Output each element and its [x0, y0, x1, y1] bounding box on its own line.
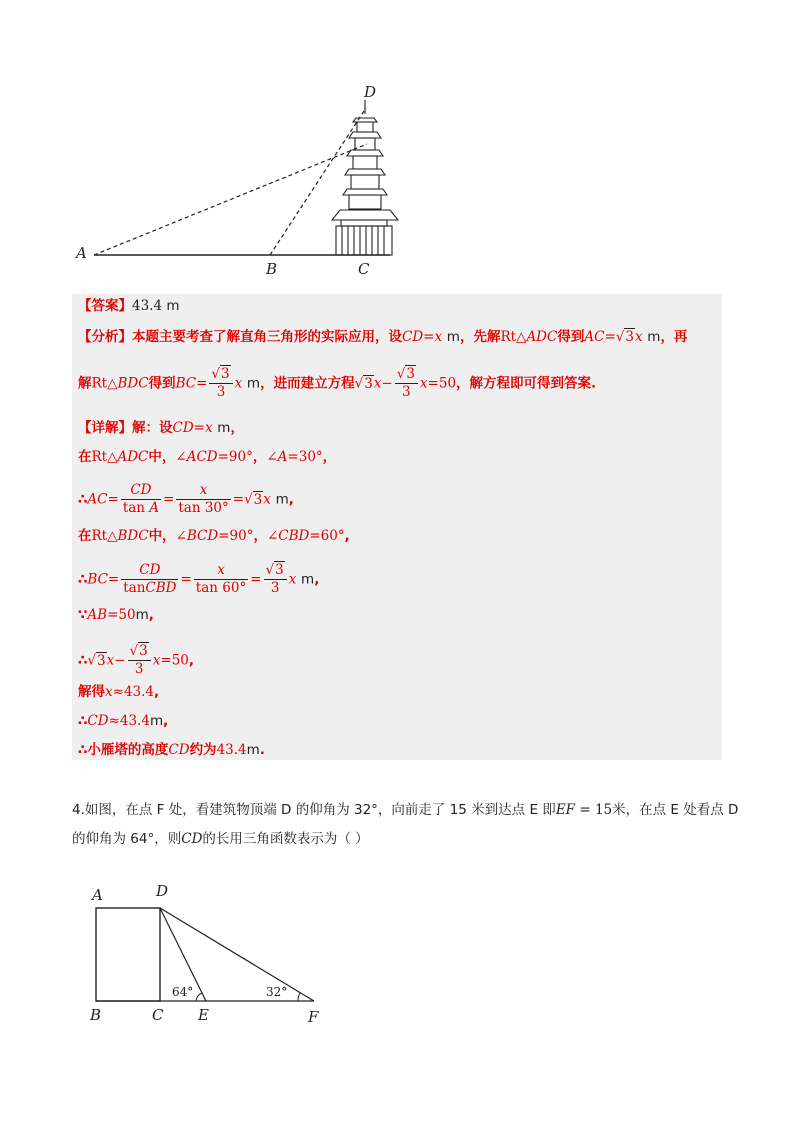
- answer-line: 【答案】43.4 m: [78, 298, 180, 314]
- angle-arc-32: [298, 993, 300, 1001]
- detail-line-3: ∴AC= $\frac{CD}{\text{tan A}}$ = $\frac{x}{\tan 30^\circ}$ =√3x m,: [78, 482, 294, 516]
- question-line-1: 4.如图，在点 F 处，看建筑物顶端 D 的仰角为 32°，向前走了 15 米到达点 E 即EF = 15米，在点 E 处看点 D: [72, 802, 739, 818]
- pagoda-figure: [70, 78, 430, 278]
- detail-line-8: 解得x≈43.4,: [78, 684, 160, 700]
- detail-line-10: ∴小雁塔的高度CD约为43.4m.: [78, 742, 265, 758]
- label-C: C: [152, 1006, 164, 1024]
- pagoda-icon: [332, 100, 398, 255]
- answer-label: 【答案】: [78, 298, 132, 314]
- angle-arc-64: [196, 993, 202, 1001]
- answer-value: 43.4: [132, 298, 163, 314]
- question-line-2: 的仰角为 64°，则CD的长用三角函数表示为（ ）: [72, 831, 369, 847]
- angle-32-label: 32°: [266, 985, 288, 999]
- detail-line-2: 在Rt△ADC中，∠ACD=90°，∠A=30°，: [78, 449, 337, 465]
- label-D: D: [364, 83, 377, 101]
- line-AD: [94, 144, 367, 255]
- line-BD: [270, 108, 366, 255]
- label-D: D: [156, 882, 169, 900]
- building-figure: [86, 880, 336, 1030]
- detail-line-1: 【详解】解：设CD=x m，: [78, 420, 244, 436]
- detail-line-6: ∵AB=50m,: [78, 607, 154, 623]
- label-B: B: [90, 1006, 102, 1024]
- building-rect: [96, 908, 160, 1001]
- angle-64-label: 64°: [172, 985, 194, 999]
- label-F: F: [308, 1008, 319, 1026]
- label-C: C: [358, 260, 370, 278]
- analysis-line-1: 【分析】本题主要考查了解直角三角形的实际应用，设CD=x m，先解Rt△ADC得到AC=√3x m，再: [78, 329, 688, 345]
- detail-line-4: 在Rt△BDC中，∠BCD=90°，∠CBD=60°,: [78, 528, 350, 544]
- label-E: E: [198, 1006, 209, 1024]
- label-A: A: [92, 886, 103, 904]
- label-B: B: [266, 260, 278, 278]
- detail-line-5: ∴BC= $\frac{CD}{\text{tanCBD}}$ = $\frac{x}{\tan 60^\circ}$ = $\frac{√3}{3}$ x m,: [78, 562, 320, 596]
- detail-line-9: ∴CD≈43.4m,: [78, 713, 169, 729]
- label-A: A: [76, 244, 87, 262]
- detail-line-7: ∴√3x− $\frac{√3}{3}$ x=50,: [78, 643, 195, 677]
- analysis-line-2: 解Rt△BDC得到BC= $\frac{√3}{3}$ x m，进而建立方程√3x− $\frac{√3}{3}$ x=50，解方程即可得到答案.: [78, 366, 597, 400]
